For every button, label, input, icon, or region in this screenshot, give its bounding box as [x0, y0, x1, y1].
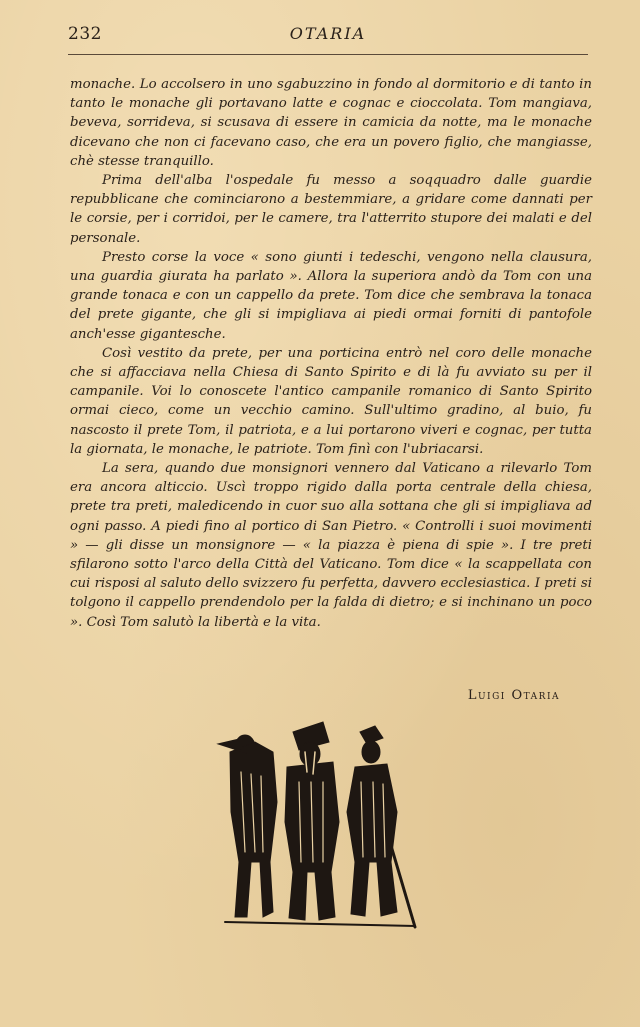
guard-figure-right — [347, 726, 415, 927]
article-body — [70, 75, 592, 632]
priest-figure-left — [220, 735, 277, 917]
paragraph: Prima dell'alba l'ospedale fu messo a soqquadro dalle guardie repubblicane che cominciarono a bestemmiare, a gridare come dannati per le corsie, per i corridoi, per le camere, tra l'atterrito stupore dei malati e del personale. — [70, 173, 592, 246]
page-number: 232 — [68, 24, 102, 44]
running-title: OTARIA — [289, 24, 367, 43]
paragraph: Così vestito da prete, per una porticina entrò nel coro delle monache che si affacciava nella Chiesa di Santo Spirito e di là fu avviato su per il campanile. Voi lo conoscete l'antico campanile romanico di Santo Spirito ormai cieco, come un vecchio camino. Sull'ultimo gradino, al buio, fu nascosto il prete Tom, il patriota, e a lui portarono viveri e cognac, per tutta la giornata, le monache, le patriote. Tom finì con l'ubriacarsi. — [70, 345, 592, 457]
paragraph: La sera, quando due monsignori vennero dal Vaticano a rilevarlo Tom era ancora alticcio. Uscì troppo rigido dalla porta centrale della chiesa, prete tra preti, maledicendo in cuor suo alla sottana che gli si impigliava ad ogni passo. A piedi fino al portico di San Pietro. « Controlli i suoi movimenti » — gli disse un monsignore — « la piazza è piena di spie ». I tre preti sfilarono sotto l'arco della Città del Vaticano. Tom dice « la scappellata con cui risposi al saluto dello svizzero fu perfetta, davvero ecclesiastica. I preti si tolgono il cappello prendendolo per la falda di dietro; e si inchinano un poco ». Così Tom salutò la libertà e la vita. — [70, 461, 592, 630]
paragraph: monache. Lo accolsero in uno sgabuzzino in fondo al dormitorio e di tanto in tanto le monache gli portavano latte e cognac e cioccolata. Tom mangiava, beveva, sorrideva, si scusava di essere in camicia da notte, ma le monache dicevano che non ci facevano caso, che era un povero figlio, che mangiasse, chè stesse tranquillo. — [70, 77, 592, 169]
page-header — [68, 20, 588, 55]
three-priests-illustration — [215, 712, 425, 937]
author-signature: Luigi Otaria — [467, 688, 560, 703]
paragraph: Presto corse la voce « sono giunti i tedeschi, vengono nella clausura, una guardia giurata ha parlato ». Allora la superiora andò da Tom con una grande tonaca e con un cappello da prete. Tom dice che sembrava la tonaca del prete gigante, che gli si impigliava ai piedi ormai forniti di pantofole anch'esse gigantesche. — [70, 249, 592, 342]
